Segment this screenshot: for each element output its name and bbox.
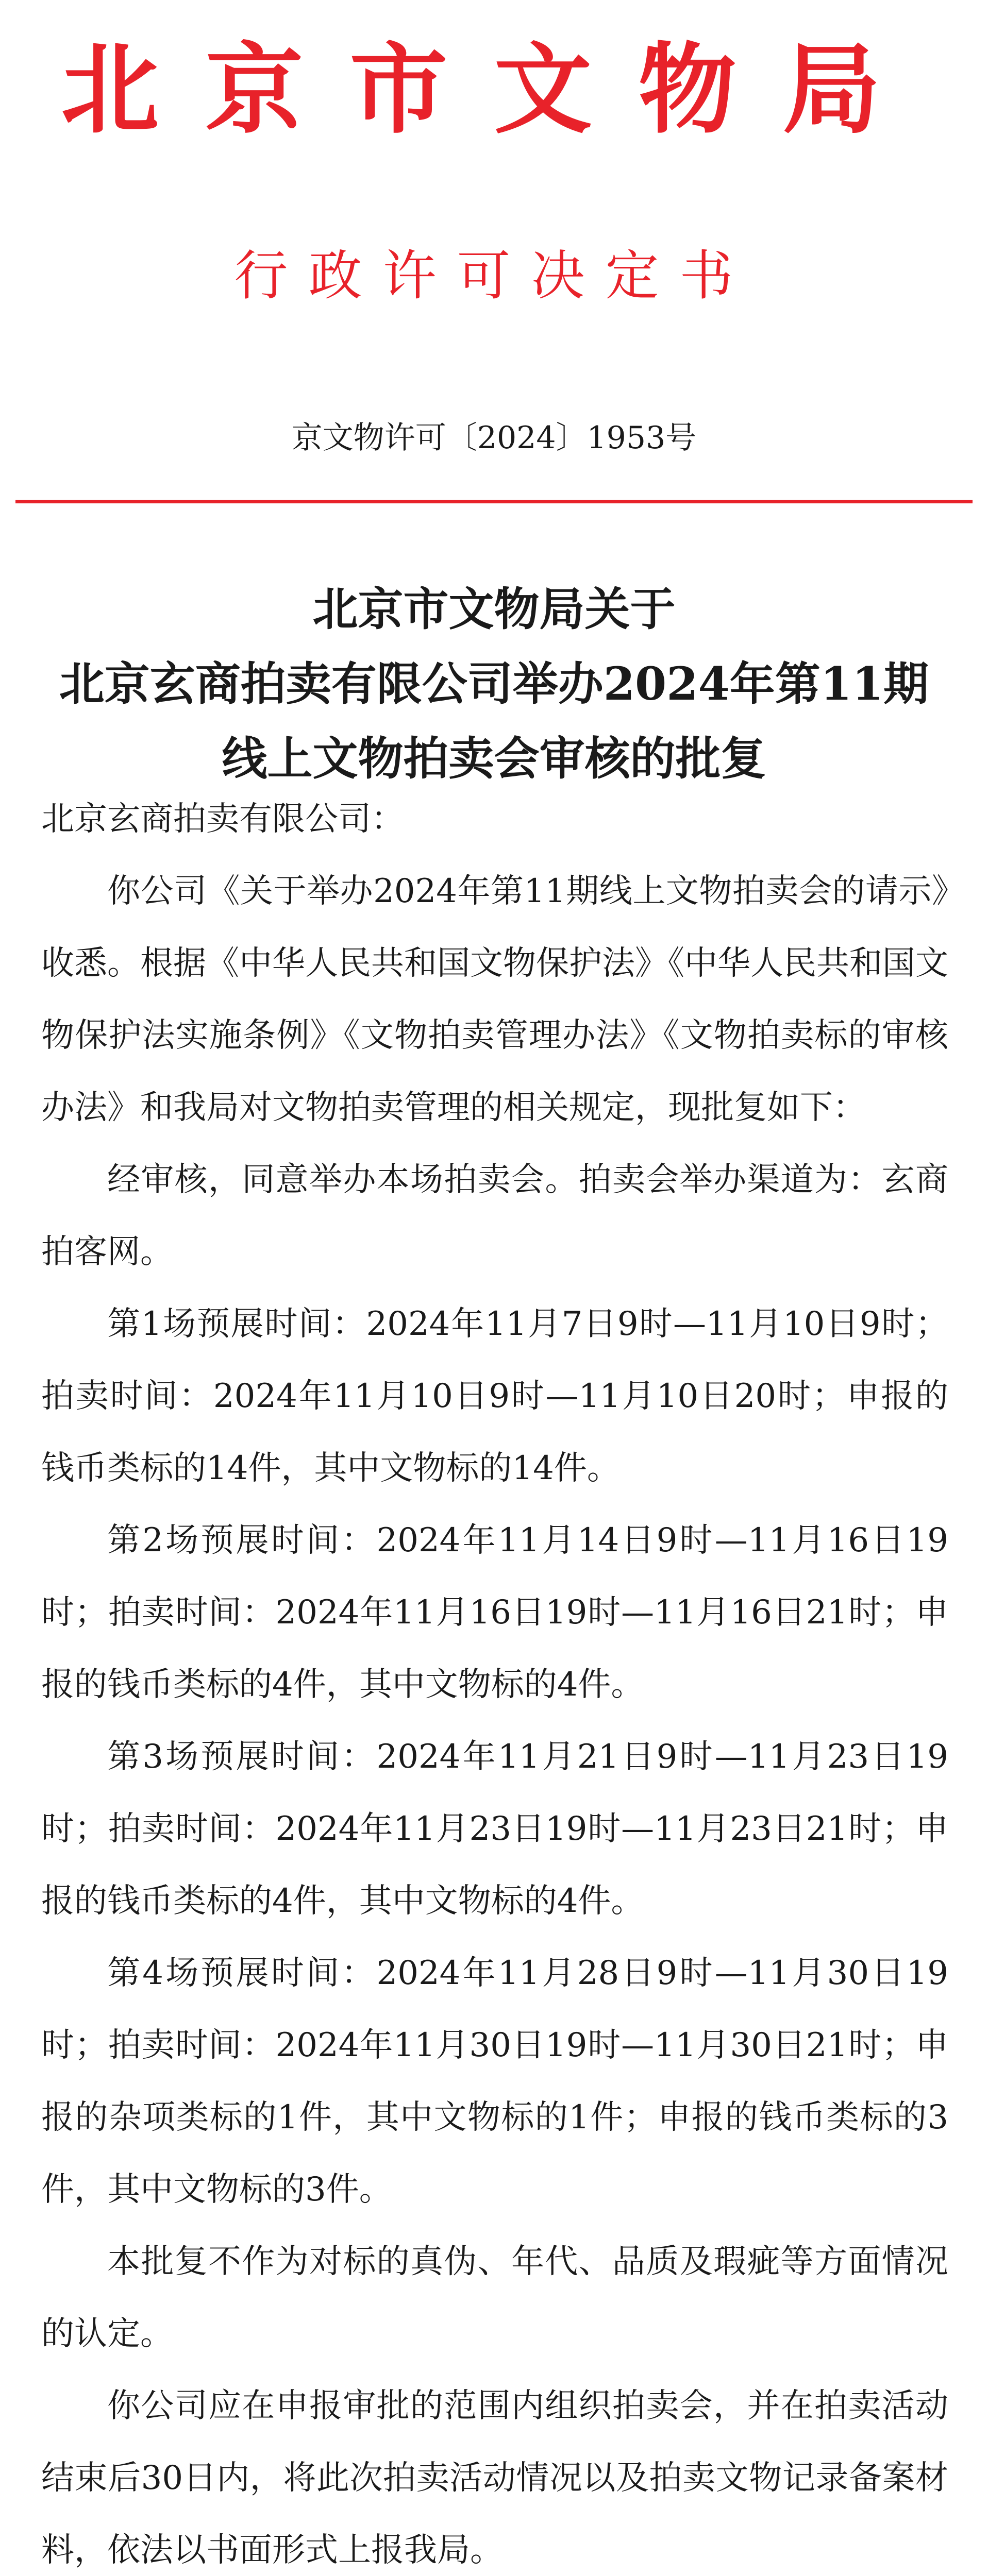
paragraph: 第2场预展时间：2024年11月14日9时—11月16日19时；拍卖时间：2024年11月16日19时—11月16日21时；申报的钱币类标的4件，其中文物标的4件。: [41, 1521, 948, 1704]
body-paragraphs: [41, 855, 948, 2576]
org-letterhead-title: 北京市文物局: [61, 33, 927, 147]
title-line-3: 线上文物拍卖会审核的批复: [222, 732, 766, 785]
paragraph: 你公司《关于举办2024年第11期线上文物拍卖会的请示》收悉。根据《中华人民共和国文物保护法》《中华人民共和国文物保护法实施条例》《文物拍卖管理办法》《文物拍卖标的审核办法》和我局对文物拍卖管理的相关规定，现批复如下：: [41, 872, 948, 1127]
paragraph: 本批复不作为对标的真伪、年代、品质及瑕疵等方面情况的认定。: [41, 2243, 948, 2353]
salutation: 北京玄商拍卖有限公司：: [41, 800, 404, 838]
red-divider: [15, 500, 973, 503]
document-type: 行政许可决定书: [234, 244, 754, 307]
title-line-1: 北京市文物局关于: [312, 582, 676, 636]
paragraph: 第1场预展时间：2024年11月7日9时—11月10日9时；拍卖时间：2024年11月10日9时—11月10日20时；申报的钱币类标的14件，其中文物标的14件。: [41, 1305, 948, 1487]
paragraph: 第3场预展时间：2024年11月21日9时—11月23日19时；拍卖时间：2024年11月23日19时—11月23日21时；申报的钱币类标的4件，其中文物标的4件。: [41, 1738, 948, 1920]
paragraph: 经审核，同意举办本场拍卖会。拍卖会举办渠道为：玄商拍客网。: [41, 1161, 948, 1271]
document-number: 京文物许可〔2024〕1953号: [291, 420, 697, 456]
document-title: [0, 572, 988, 796]
title-line-2: 北京玄商拍卖有限公司举办2024年第11期: [59, 657, 929, 710]
paragraph: 你公司应在申报审批的范围内组织拍卖会，并在拍卖活动结束后30日内，将此次拍卖活动情况以及拍卖文物记录备案材料，依法以书面形式上报我局。: [41, 2387, 948, 2569]
paragraph: 第4场预展时间：2024年11月28日9时—11月30日19时；拍卖时间：2024年11月30日19时—11月30日21时；申报的杂项类标的1件，其中文物标的1件；申报的钱币类标的3件，其中文物标的3件。: [41, 1954, 948, 2209]
